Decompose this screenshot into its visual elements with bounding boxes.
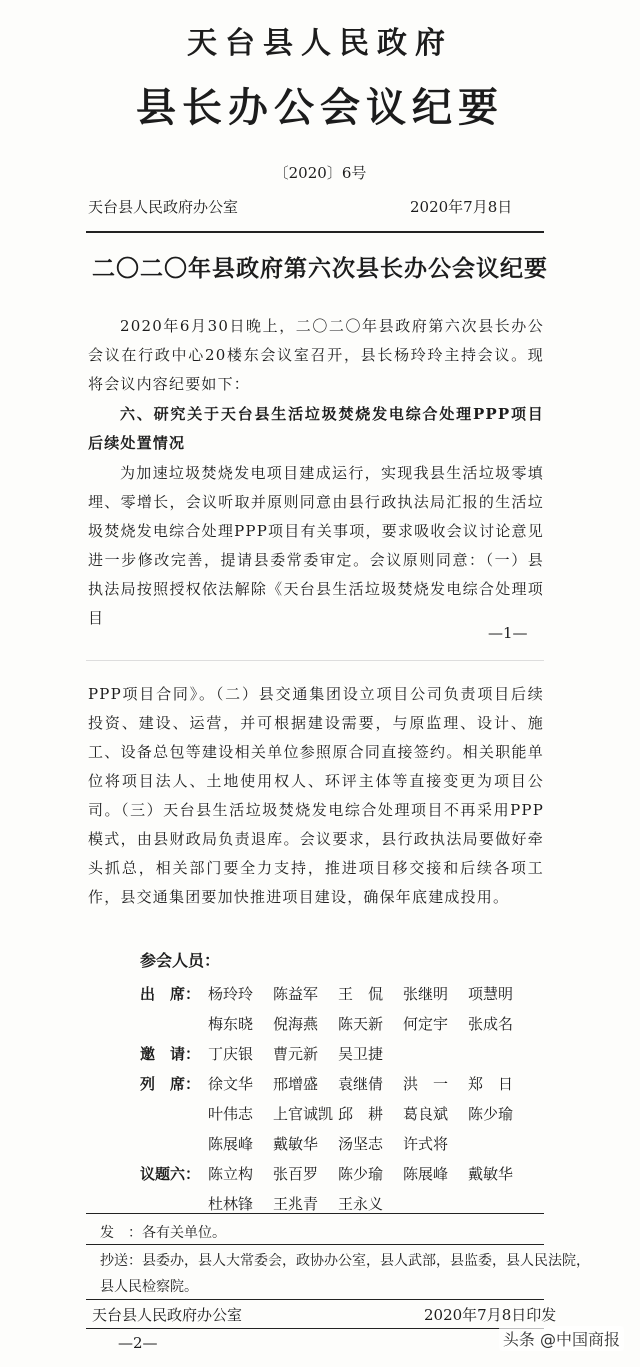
- attendance-row: [140, 1128, 468, 1158]
- attendee-names: [208, 1103, 533, 1124]
- distribution-top-rule: [86, 1213, 544, 1214]
- attendee-name: 项慧明: [468, 984, 514, 1003]
- attendee-name: 戴敏华: [273, 1134, 319, 1153]
- attendee-name: 袁继倩: [338, 1074, 384, 1093]
- page-number-1: —1—: [488, 624, 528, 642]
- attendee-name: 汤坚志: [338, 1134, 384, 1153]
- attendee-name: 陈少瑜: [338, 1164, 384, 1183]
- attendee-names: [208, 983, 533, 1004]
- attendee-name: 张成名: [468, 1014, 514, 1033]
- attendee-name: 邱 耕: [338, 1104, 384, 1123]
- attendee-name: 葛良斌: [403, 1104, 449, 1123]
- attendee-name: 戴敏华: [468, 1164, 514, 1183]
- attendee-name: 梅东晓: [208, 1014, 254, 1033]
- body-paragraph-1: 为加速垃圾焚烧发电项目建成运行，实现我县生活垃圾零填埋、零增长，会议听取并原则同意由县行政执法局汇报的生活垃圾焚烧发电综合处理PPP项目有关事项，要求吸收会议讨论意见进一步修改完善，提请县委常委审定。会议原则同意：（一）县执法局按照授权依法解除《天台县生活垃圾焚烧发电综合处理项目: [88, 464, 544, 627]
- attendees-label: 参会人员：: [140, 951, 221, 970]
- attendance-row: [140, 1098, 533, 1128]
- attendee-names: [208, 1013, 533, 1034]
- attendee-name: 丁庆银: [208, 1044, 254, 1063]
- attendee-name: 何定宇: [403, 1014, 449, 1033]
- attendance-row: [140, 1008, 533, 1038]
- attendance-row: [140, 1158, 533, 1188]
- attendance-row: [140, 978, 533, 1008]
- document-number: 〔2020〕6号: [273, 164, 367, 182]
- attendance-group-label: 邀 请：: [140, 1044, 201, 1063]
- attendance-group-label: 列 席：: [140, 1074, 201, 1093]
- attendee-name: 陈益军: [273, 984, 319, 1003]
- attendance-group-label: 议题六：: [140, 1164, 201, 1183]
- attendee-name: 杜林锋: [208, 1194, 254, 1213]
- source-watermark: 头条 @中国商报: [499, 1326, 624, 1351]
- attendee-name: 叶伟志: [208, 1104, 254, 1123]
- page-break: [86, 660, 544, 661]
- cc-line-1: 抄送：县委办，县人大常委会，政协办公室，县人武部，县监委，县人民法院，: [100, 1253, 590, 1269]
- meeting-title: 二〇二〇年县政府第六次县长办公会议纪要: [92, 255, 548, 282]
- footer-bottom-rule: [86, 1328, 544, 1329]
- attendee-name: 王永义: [338, 1194, 384, 1213]
- attendee-name: 陈展峰: [208, 1134, 254, 1153]
- attendee-name: 曹元新: [273, 1044, 319, 1063]
- attendee-name: 张继明: [403, 984, 449, 1003]
- attendee-name: 吴卫捷: [338, 1044, 384, 1063]
- section-heading: 六、研究关于天台县生活垃圾焚烧发电综合处理PPP项目后续处置情况: [88, 405, 544, 452]
- attendee-name: 洪 一: [403, 1074, 449, 1093]
- attendee-name: 陈少瑜: [468, 1104, 514, 1123]
- issue-date: 2020年7月8日: [410, 198, 513, 216]
- attendee-name: 许式将: [403, 1134, 449, 1153]
- footer-top-rule: [86, 1299, 544, 1300]
- distribution-mid-rule: [86, 1244, 544, 1245]
- cc-line-2: 县人民检察院。: [100, 1279, 198, 1295]
- body-paragraph-2: PPP项目合同》。（二）县交通集团设立项目公司负责项目后续投资、建设、运营，并可根据建设需要，与原监理、设计、施工、设备总包等建设相关单位参照原合同直接签约。相关职能单位将项目法人、土地使用权人、环评主体等直接变更为项目公司。（三）天台县生活垃圾焚烧发电综合处理项目不再采用PPP模式，由县财政局负责退库。会议要求，县行政执法局要做好牵头抓总，相关部门要全力支持，推进项目移交接和后续各项工作，县交通集团要加快推进项目建设，确保年底建成投用。: [88, 685, 544, 906]
- attendee-name: 陈展峰: [403, 1164, 449, 1183]
- attendee-names: [208, 1073, 533, 1094]
- attendee-name: 王兆青: [273, 1194, 319, 1213]
- attendee-names: [208, 1133, 468, 1154]
- document-type-title: 县长办公会议纪要: [136, 84, 504, 131]
- attendance-row: [140, 1038, 403, 1068]
- attendee-name: 邢增盛: [273, 1074, 319, 1093]
- send-to: 发 ：各有关单位。: [100, 1225, 226, 1241]
- attendee-name: 徐文华: [208, 1074, 254, 1093]
- issuer-office: 天台县人民政府办公室: [88, 198, 239, 216]
- intro-paragraph: 2020年6月30日晚上，二〇二〇年县政府第六次县长办公会议在行政中心20楼东会议室召开，县长杨玲玲主持会议。现将会议内容纪要如下：: [88, 317, 544, 393]
- footer-issuer: 天台县人民政府办公室: [92, 1306, 243, 1324]
- attendee-name: 杨玲玲: [208, 984, 254, 1003]
- footer-print-date: 2020年7月8日印发: [424, 1306, 557, 1324]
- attendee-name: 郑 日: [468, 1074, 514, 1093]
- attendance-group-label: 出 席：: [140, 984, 201, 1003]
- attendee-names: [208, 1043, 403, 1064]
- attendee-name: 上官诚凯: [273, 1104, 334, 1123]
- header-divider: [86, 231, 544, 233]
- page-number-2: —2—: [118, 1334, 158, 1352]
- attendee-name: 陈立构: [208, 1164, 254, 1183]
- attendee-names: [208, 1193, 403, 1214]
- attendee-name: 陈天新: [338, 1014, 384, 1033]
- attendee-name: 张百罗: [273, 1164, 319, 1183]
- issuing-organization: 天台县人民政府: [187, 26, 453, 61]
- attendee-name: 倪海燕: [273, 1014, 319, 1033]
- attendee-names: [208, 1163, 533, 1184]
- attendee-name: 王 侃: [338, 984, 384, 1003]
- attendance-row: [140, 1068, 533, 1098]
